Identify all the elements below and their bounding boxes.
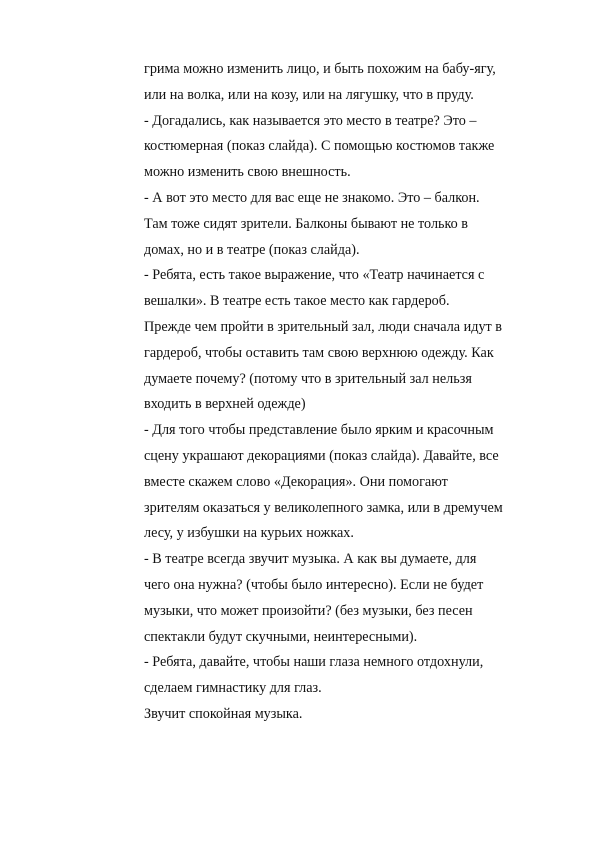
text-line: - А вот это место для вас еще не знакомо. Это – балкон.: [144, 189, 480, 206]
text-line: лесу, у избушки на курьих ножках.: [144, 525, 354, 542]
text-line: сцену украшают декорациями (показ слайда). Давайте, все: [144, 447, 499, 464]
text-line: Звучит спокойная музыка.: [144, 705, 303, 722]
text-line: костюмерная (показ слайда). С помощью костюмов также: [144, 138, 495, 155]
text-line: - Для того чтобы представление было ярким и красочным: [144, 422, 494, 439]
text-line: домах, но и в театре (показ слайда).: [144, 241, 360, 258]
text-line: сделаем гимнастику для глаз.: [144, 680, 322, 697]
document-text: [144, 57, 504, 728]
text-line: Там тоже сидят зрители. Балконы бывают не только в: [144, 215, 469, 232]
text-line: думаете почему? (потому что в зрительный зал нельзя: [144, 370, 472, 387]
text-line: чего она нужна? (чтобы было интересно). Если не будет: [144, 576, 484, 593]
text-line: зрителям оказаться у великолепного замка, или в дремучем: [144, 499, 503, 516]
text-line: вместе скажем слово «Декорация». Они помогают: [144, 473, 448, 490]
text-line: - В театре всегда звучит музыка. А как вы думаете, для: [144, 551, 477, 568]
text-line: грима можно изменить лицо, и быть похожим на бабу-ягу,: [144, 61, 496, 77]
text-line: музыки, что может произойти? (без музыки, без песен: [144, 602, 473, 619]
text-line: вешалки». В театре есть такое место как гардероб.: [144, 293, 450, 310]
text-line: или на волка, или на козу, или на лягушку, что в пруду.: [144, 86, 474, 103]
text-line: можно изменить свою внешность.: [144, 164, 351, 181]
text-line: - Ребята, давайте, чтобы наши глаза немного отдохнули,: [144, 654, 484, 671]
text-line: - Догадались, как называется это место в театре? Это –: [144, 112, 477, 129]
text-line: - Ребята, есть такое выражение, что «Театр начинается с: [144, 267, 485, 284]
text-line: спектакли будут скучными, неинтересными).: [144, 628, 418, 645]
text-line: входить в верхней одежде): [144, 396, 306, 413]
text-line: Прежде чем пройти в зрительный зал, люди сначала идут в: [144, 318, 502, 335]
text-line: гардероб, чтобы оставить там свою верхнюю одежду. Как: [144, 344, 494, 361]
